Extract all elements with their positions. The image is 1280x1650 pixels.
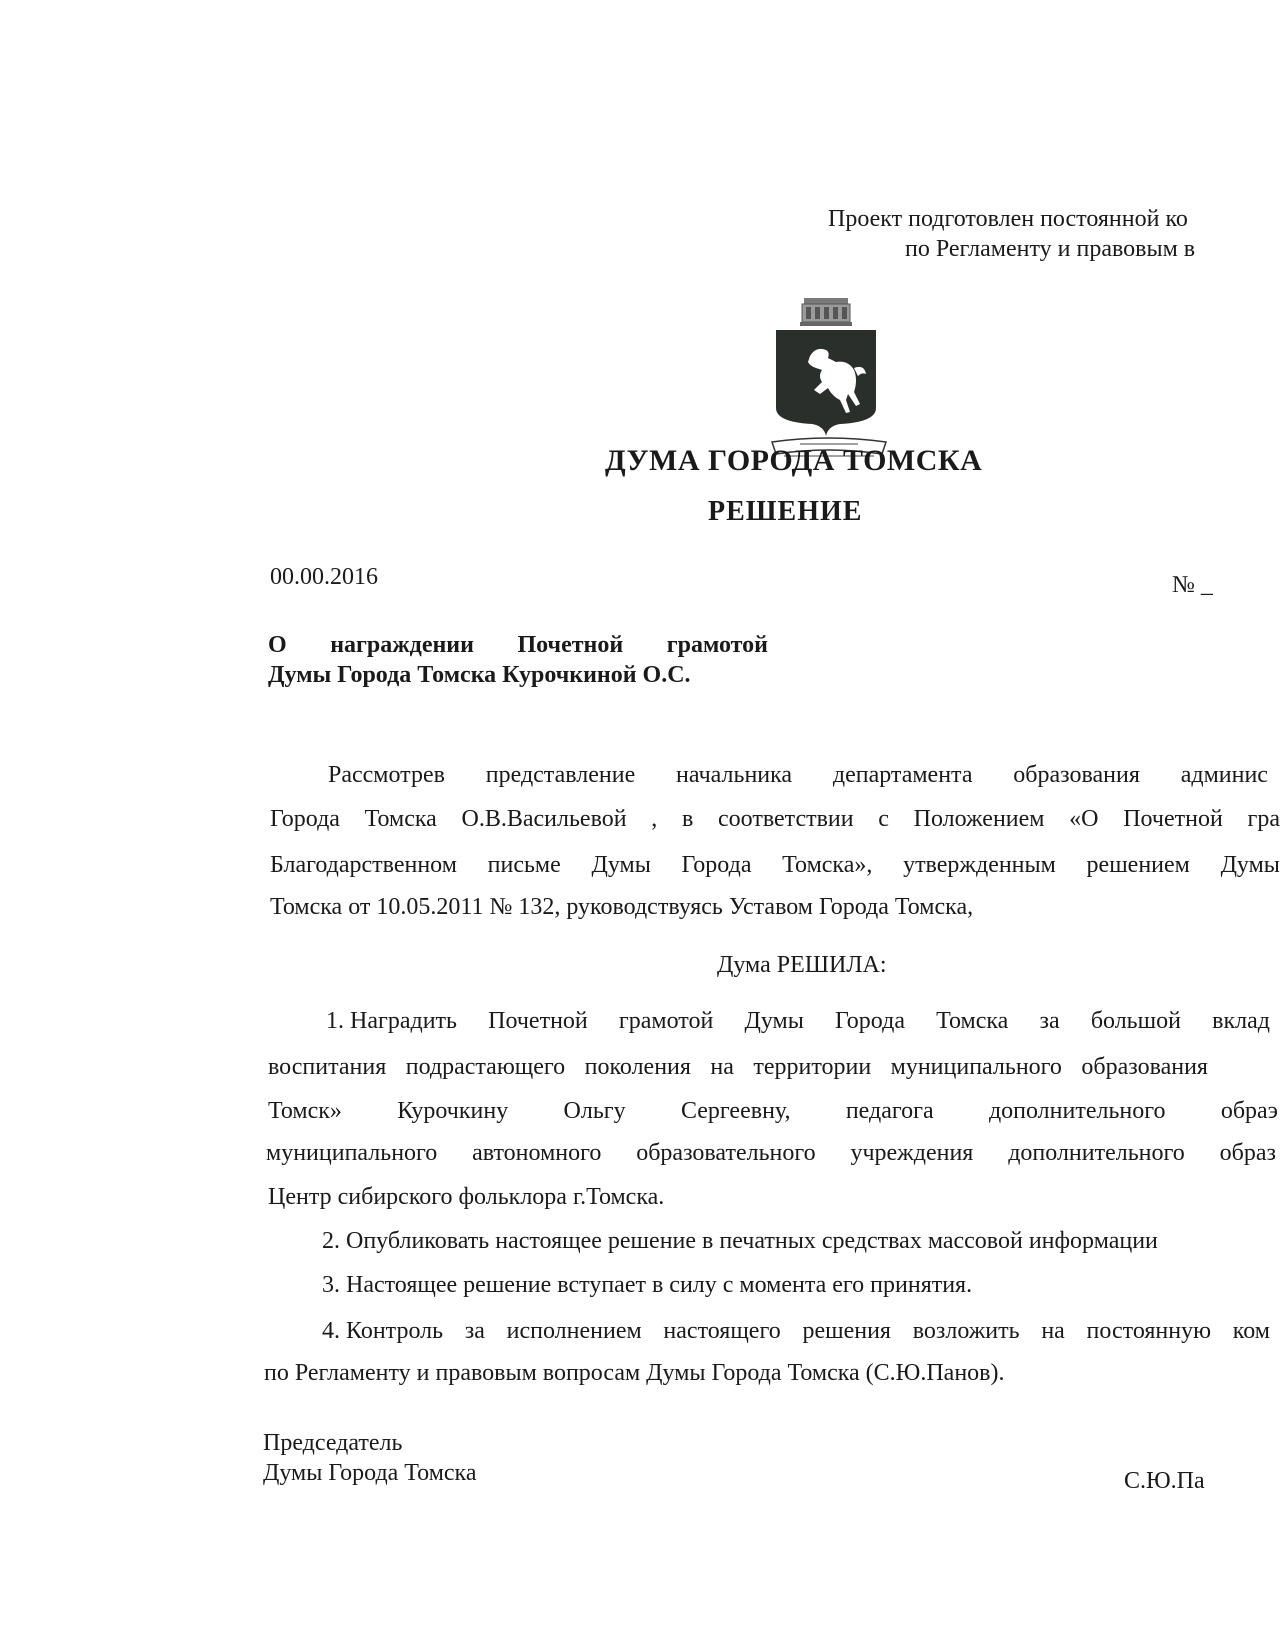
preamble-word: «О: [1069, 806, 1099, 832]
item-word: вклад: [1212, 1008, 1270, 1034]
item-word: дополнительного: [1008, 1140, 1185, 1166]
item-word: учреждения: [850, 1140, 974, 1166]
preamble-line-4: Томска от 10.05.2011 № 132, руководствуясь Уставом Города Томска,: [270, 894, 974, 920]
item-word: грамотой: [618, 1008, 714, 1034]
preamble-word: О.В.Васильевой: [461, 806, 627, 832]
item-1-line-4: [266, 1140, 1276, 1167]
item-word: за: [1039, 1008, 1060, 1034]
subject-line-2: Думы Города Томска Курочкиной О.С.: [268, 662, 691, 688]
item-word: на: [1041, 1318, 1065, 1344]
subject-line-1: [268, 632, 768, 659]
resolution-heading: Дума РЕШИЛА:: [717, 952, 887, 978]
tomsk-coat-of-arms-icon: [770, 296, 888, 468]
item-1-line-5: Центр сибирского фольклора г.Томска.: [268, 1184, 665, 1210]
item-word: подрастающего: [405, 1054, 566, 1080]
item-word: на: [710, 1054, 734, 1080]
preamble-word: Думы: [1220, 852, 1280, 878]
item-1-line-1: [326, 1008, 1270, 1035]
item-1-line-2: [268, 1054, 1208, 1081]
preamble-line-2: [270, 806, 1280, 833]
preamble-word: гра: [1247, 806, 1280, 832]
preamble-line-3: [270, 852, 1280, 879]
item-word: поколения: [584, 1054, 691, 1080]
preamble-word: в: [681, 806, 694, 832]
preamble-word: Города: [270, 806, 340, 832]
item-word: 4. Контроль: [322, 1318, 444, 1344]
item-4-line-2: по Регламенту и правовым вопросам Думы Города Томска (С.Ю.Панов).: [264, 1360, 1005, 1386]
preamble-word: начальника: [676, 762, 793, 788]
item-word: муниципального: [266, 1140, 438, 1166]
item-word: 1. Наградить: [326, 1008, 457, 1034]
item-word: Сергеевну,: [680, 1098, 791, 1124]
item-1-line-3: [268, 1098, 1278, 1125]
preamble-word: Думы: [591, 852, 651, 878]
item-2: 2. Опубликовать настоящее решение в печатных средствах массовой информации: [322, 1228, 1158, 1254]
subject-word: Почетной: [517, 632, 624, 658]
preamble-line-1: [328, 762, 1268, 789]
preamble-word: решением: [1086, 852, 1190, 878]
prepared-by-note-line-1: Проект подготовлен постоянной ко: [828, 206, 1188, 232]
preamble-word: Положением: [913, 806, 1045, 832]
item-word: образ: [1219, 1140, 1276, 1166]
item-word: Почетной: [488, 1008, 588, 1034]
item-word: муниципального: [890, 1054, 1062, 1080]
item-word: образовательного: [636, 1140, 816, 1166]
item-word: постоянную: [1086, 1318, 1212, 1344]
item-word: решения: [802, 1318, 891, 1344]
document-type-title: РЕШЕНИЕ: [708, 496, 863, 527]
item-word: автономного: [472, 1140, 602, 1166]
council-title: ДУМА ГОРОДА ТОМСКА: [605, 444, 983, 477]
preamble-word: Рассмотрев: [328, 762, 445, 788]
preamble-word: Благодарственном: [270, 852, 457, 878]
preamble-word: с: [878, 806, 889, 832]
item-word: возложить: [912, 1318, 1020, 1344]
item-word: Города: [835, 1008, 905, 1034]
subject-word: награждении: [330, 632, 474, 658]
crown-icon: [800, 298, 852, 326]
signatory-title-line-1: Председатель: [263, 1430, 403, 1456]
preamble-word: утвержденным: [903, 852, 1056, 878]
preamble-word: Города: [681, 852, 752, 878]
signatory-name: С.Ю.Па: [1124, 1468, 1205, 1494]
item-word: ком: [1232, 1318, 1270, 1344]
preamble-word: образования: [1013, 762, 1140, 788]
item-word: Томска: [936, 1008, 1009, 1034]
item-word: Ольгу: [563, 1098, 626, 1124]
preamble-word: департамента: [832, 762, 973, 788]
preamble-word: соответствии: [718, 806, 854, 832]
subject-word: О: [268, 632, 287, 658]
decision-number: № _: [1172, 572, 1213, 598]
preamble-word: админис: [1180, 762, 1268, 788]
preamble-word: письме: [487, 852, 561, 878]
prepared-by-note-line-2: по Регламенту и правовым в: [905, 236, 1196, 262]
subject-word: грамотой: [666, 632, 768, 658]
decision-date: 00.00.2016: [270, 564, 378, 590]
item-word: Думы: [744, 1008, 804, 1034]
item-word: воспитания: [268, 1054, 387, 1080]
item-word: обраэ: [1220, 1098, 1278, 1124]
item-word: большой: [1090, 1008, 1181, 1034]
item-word: Томск»: [268, 1098, 342, 1124]
item-word: территории: [753, 1054, 872, 1080]
item-word: за: [464, 1318, 485, 1344]
preamble-word: Томска: [364, 806, 437, 832]
item-word: образования: [1081, 1054, 1208, 1080]
item-3: 3. Настоящее решение вступает в силу с момента его принятия.: [322, 1272, 973, 1298]
item-4-line-1: [322, 1318, 1270, 1345]
item-word: исполнением: [506, 1318, 642, 1344]
item-word: Курочкину: [397, 1098, 509, 1124]
preamble-word: представление: [485, 762, 636, 788]
item-word: дополнительного: [988, 1098, 1166, 1124]
preamble-word: ,: [651, 806, 658, 832]
item-word: настоящего: [663, 1318, 781, 1344]
preamble-word: Почетной: [1123, 806, 1223, 832]
preamble-word: Томска»,: [782, 852, 873, 878]
signatory-title-line-2: Думы Города Томска: [263, 1460, 477, 1486]
item-word: педагога: [845, 1098, 934, 1124]
